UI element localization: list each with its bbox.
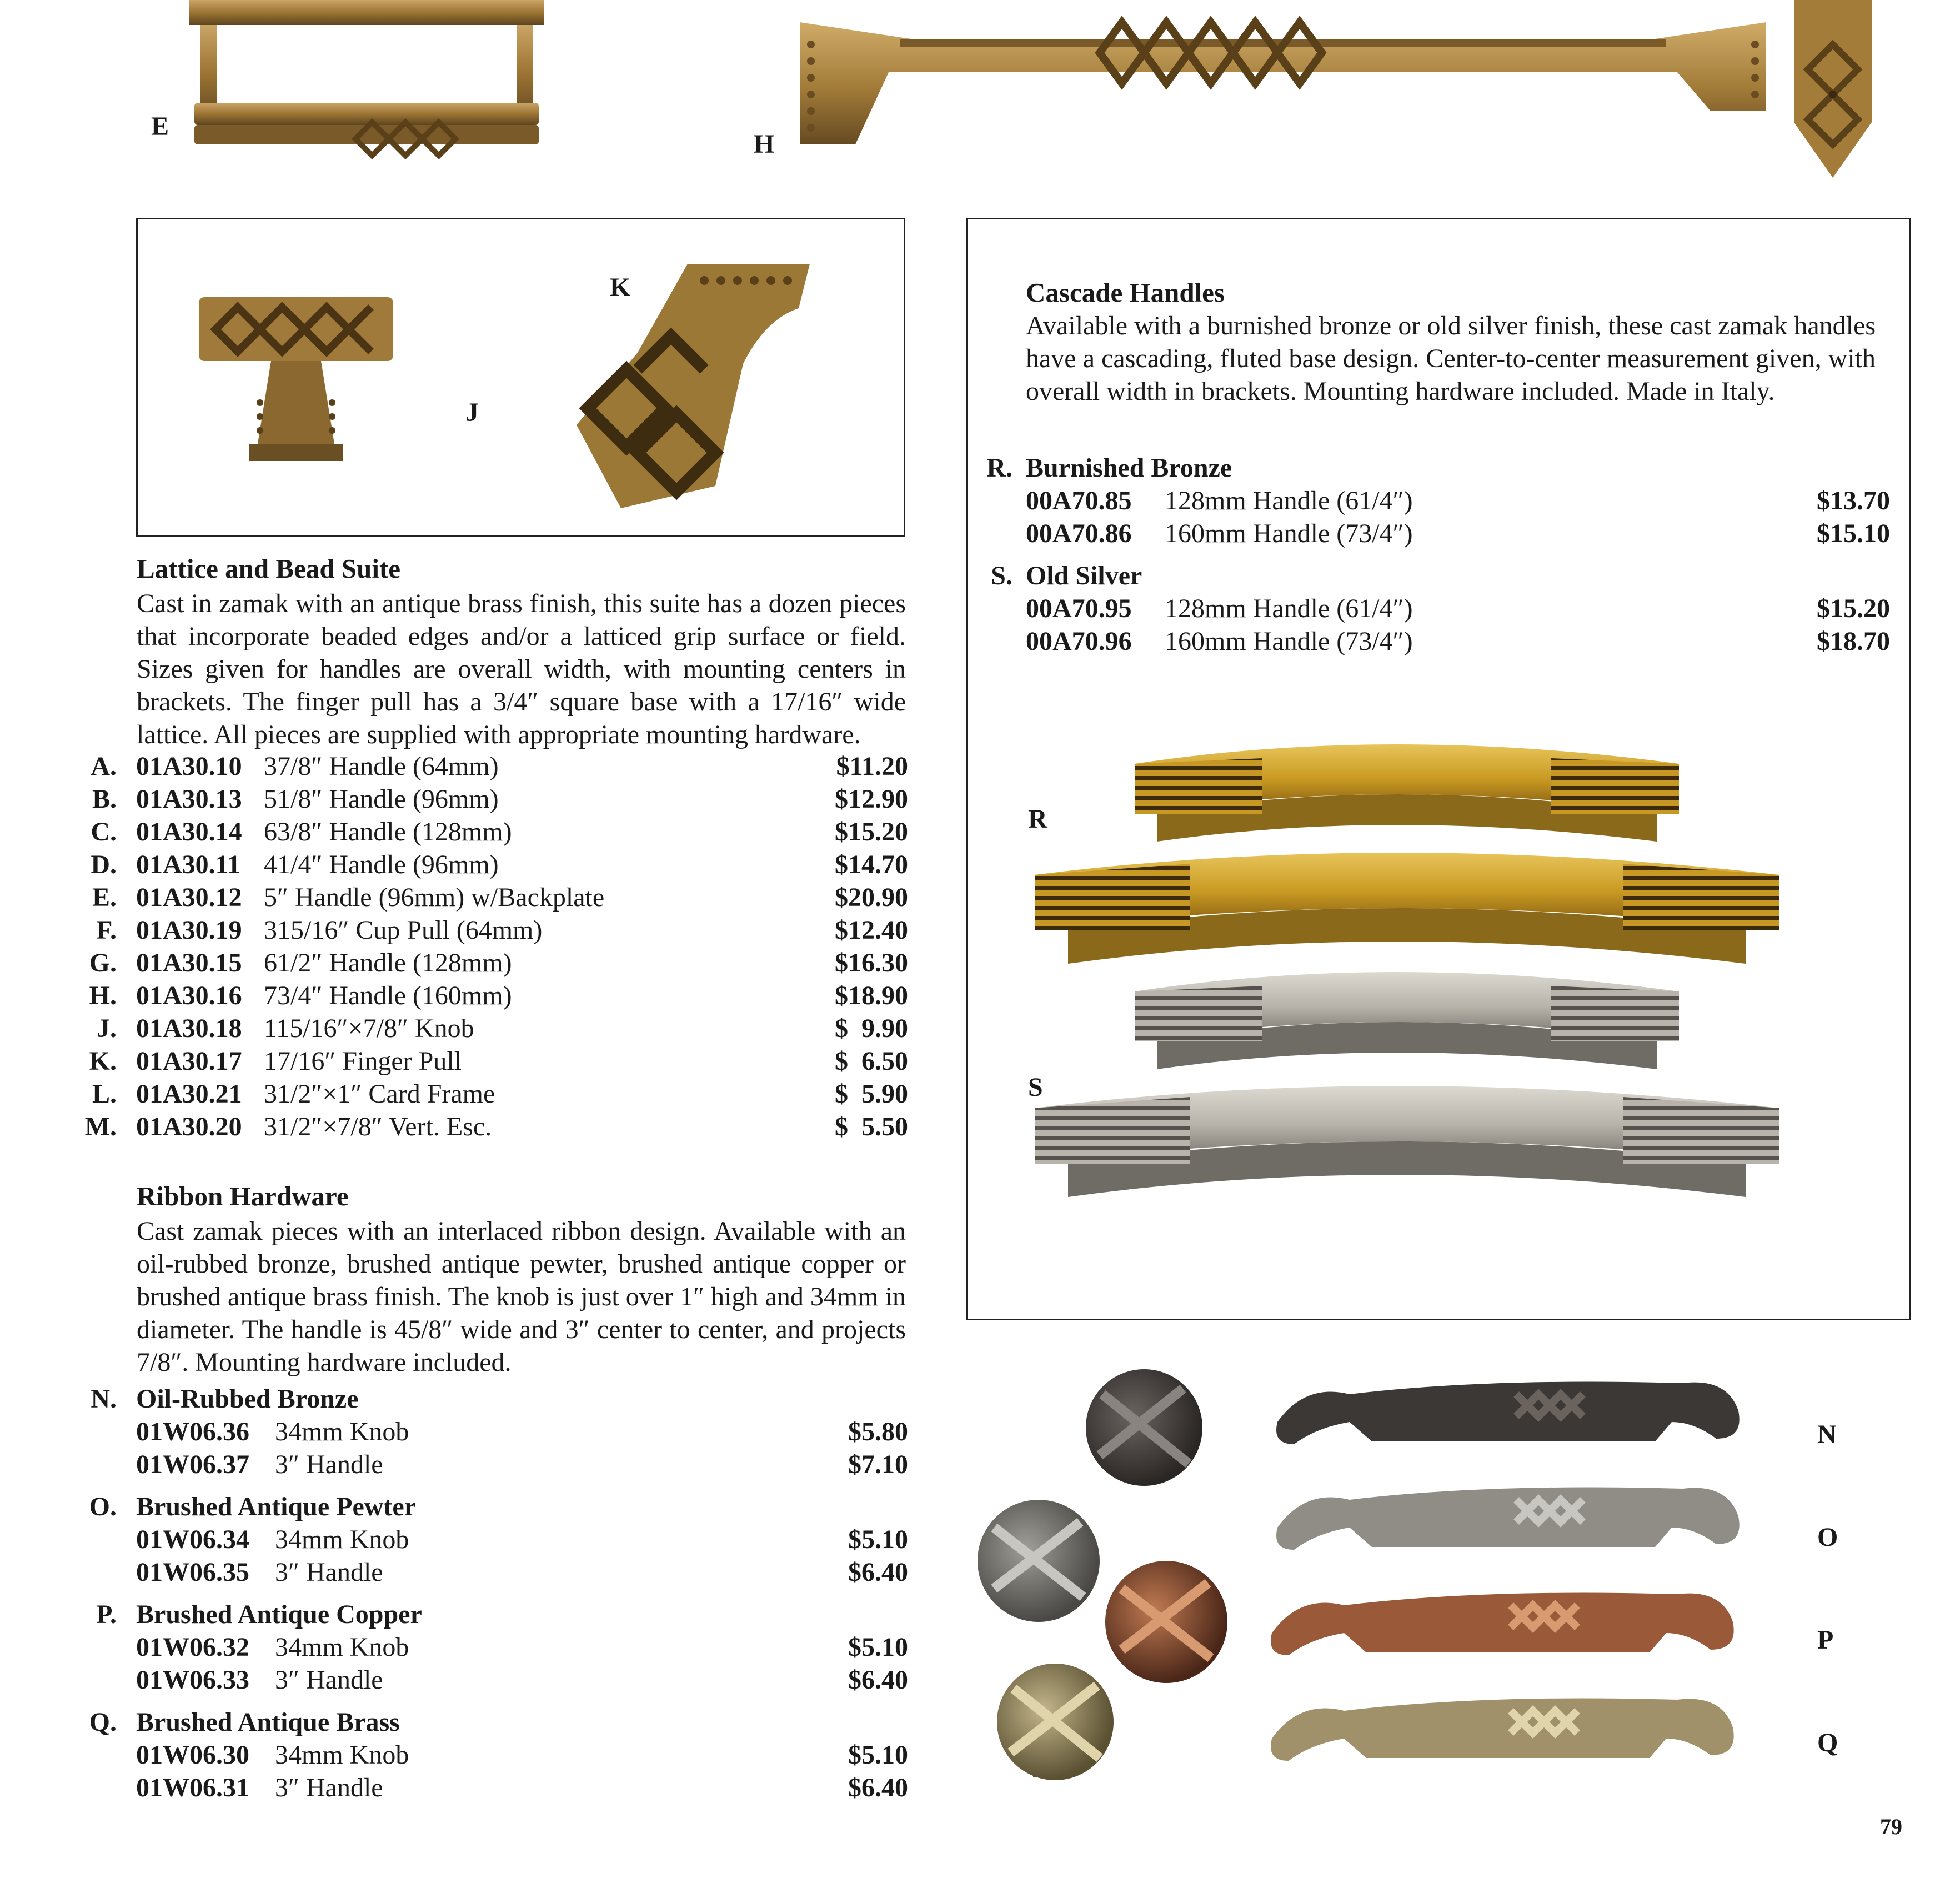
- cascade-box: [966, 218, 1911, 1320]
- photo-ribbon-hardware: [961, 1344, 1827, 1866]
- label-e: E: [151, 112, 169, 141]
- ribbon-finish-heading: N. Oil-Rubbed Bronze: [91, 1384, 359, 1414]
- ribbon-item: 01W06.31 3″ Handle $6.40: [136, 1773, 908, 1802]
- label-h: H: [754, 129, 775, 159]
- lattice-item: J. 01A30.18 115/16″×7/8″ Knob $ 9.90: [97, 1014, 908, 1043]
- label-s: S: [1028, 1073, 1043, 1102]
- ribbon-item: 01W06.35 3″ Handle $6.40: [136, 1558, 908, 1587]
- ribbon-title: Ribbon Hardware: [137, 1181, 349, 1211]
- page-number: 79: [1880, 1814, 1902, 1839]
- label-q: Q: [1817, 1728, 1838, 1757]
- lattice-item: M. 01A30.20 31/2″×7/8″ Vert. Esc. $ 5.50: [84, 1112, 908, 1141]
- cascade-finish-heading: S. Old Silver: [991, 561, 1142, 590]
- cascade-item: 00A70.86 160mm Handle (73/4″) $15.10: [1026, 519, 1890, 548]
- photo-handle-e: [139, 0, 694, 189]
- lattice-item: C. 01A30.14 63/8″ Handle (128mm) $15.20: [91, 817, 908, 847]
- cascade-title: Cascade Handles: [1026, 277, 1225, 308]
- label-k: K: [610, 273, 631, 302]
- lattice-item: A. 01A30.10 37/8″ Handle (64mm) $11.20: [91, 752, 908, 781]
- photo-escutcheon: [1777, 0, 1888, 183]
- cascade-finish-heading: R. Burnished Bronze: [986, 453, 1232, 483]
- cascade-description: Available with a burnished bronze or old silver finish, these cast zamak handles have a cascading, fluted base design. Center-to-center measurement given, with overall width in brackets. Mounting hardware included. Made in Italy.: [1026, 311, 1876, 406]
- lattice-description: Cast in zamak with an antique brass finish, this suite has a dozen pieces that incorporate beaded edges and/or a latticed grip surface or field. Sizes given for handles are overall width, with mounting centers in brackets. The finger pull has a 3/4″ square base with a 17/16″ wide lattice. All pieces are supplied with appropriate mounting hardware.: [137, 589, 906, 749]
- label-o: O: [1817, 1523, 1838, 1552]
- label-p: P: [1817, 1625, 1834, 1655]
- ribbon-item: 01W06.30 34mm Knob $5.10: [136, 1740, 908, 1770]
- label-r: R: [1028, 804, 1047, 834]
- lattice-title: Lattice and Bead Suite: [137, 553, 401, 584]
- photo-cascade-handles: [1001, 730, 1890, 1230]
- photo-knob-j: [193, 286, 399, 469]
- lattice-item: K. 01A30.17 17/16″ Finger Pull $ 6.50: [89, 1046, 908, 1076]
- ribbon-item: 01W06.36 34mm Knob $5.80: [136, 1417, 908, 1446]
- cascade-item: 00A70.96 160mm Handle (73/4″) $18.70: [1026, 627, 1890, 656]
- ribbon-item: 01W06.37 3″ Handle $7.10: [136, 1450, 908, 1479]
- label-n: N: [1817, 1420, 1837, 1449]
- ribbon-item: 01W06.33 3″ Handle $6.40: [136, 1665, 908, 1695]
- lattice-item: B. 01A30.13 51/8″ Handle (96mm) $12.90: [92, 784, 908, 814]
- cascade-item: 00A70.85 128mm Handle (61/4″) $13.70: [1026, 486, 1890, 515]
- lattice-item: E. 01A30.12 5″ Handle (96mm) w/Backplate $20.90: [92, 883, 908, 912]
- ribbon-description: Cast zamak pieces with an interlaced ribbon design. Available with an oil-rubbed bronze, brushed antique pewter, brushed antique copper or brushed antique brass finish. The knob is just over 1″ high and 34mm in diameter. The handle is 45/8″ wide and 3″ center to center, and projects 7/8″. Mounting hardware included.: [137, 1216, 906, 1377]
- lattice-item: F. 01A30.19 315/16″ Cup Pull (64mm) $12.40: [96, 915, 908, 945]
- cascade-item: 00A70.95 128mm Handle (61/4″) $15.20: [1026, 594, 1890, 623]
- ribbon-item: 01W06.34 34mm Knob $5.10: [136, 1525, 908, 1554]
- lattice-item: L. 01A30.21 31/2″×1″ Card Frame $ 5.90: [92, 1079, 908, 1109]
- ribbon-finish-heading: O. Brushed Antique Pewter: [89, 1492, 416, 1521]
- ribbon-finish-heading: P. Brushed Antique Copper: [96, 1600, 422, 1629]
- ribbon-finish-heading: Q. Brushed Antique Brass: [89, 1707, 400, 1737]
- ribbon-item: 01W06.32 34mm Knob $5.10: [136, 1632, 908, 1662]
- photo-finger-pull-k: [554, 242, 821, 514]
- label-j: J: [465, 398, 479, 427]
- lattice-item: D. 01A30.11 41/4″ Handle (96mm) $14.70: [91, 850, 908, 879]
- inset-box-jk: [136, 218, 905, 537]
- lattice-item: G. 01A30.15 61/2″ Handle (128mm) $16.30: [89, 948, 908, 978]
- lattice-item: H. 01A30.16 73/4″ Handle (160mm) $18.90: [89, 981, 908, 1010]
- photo-handle-h: [789, 0, 1777, 161]
